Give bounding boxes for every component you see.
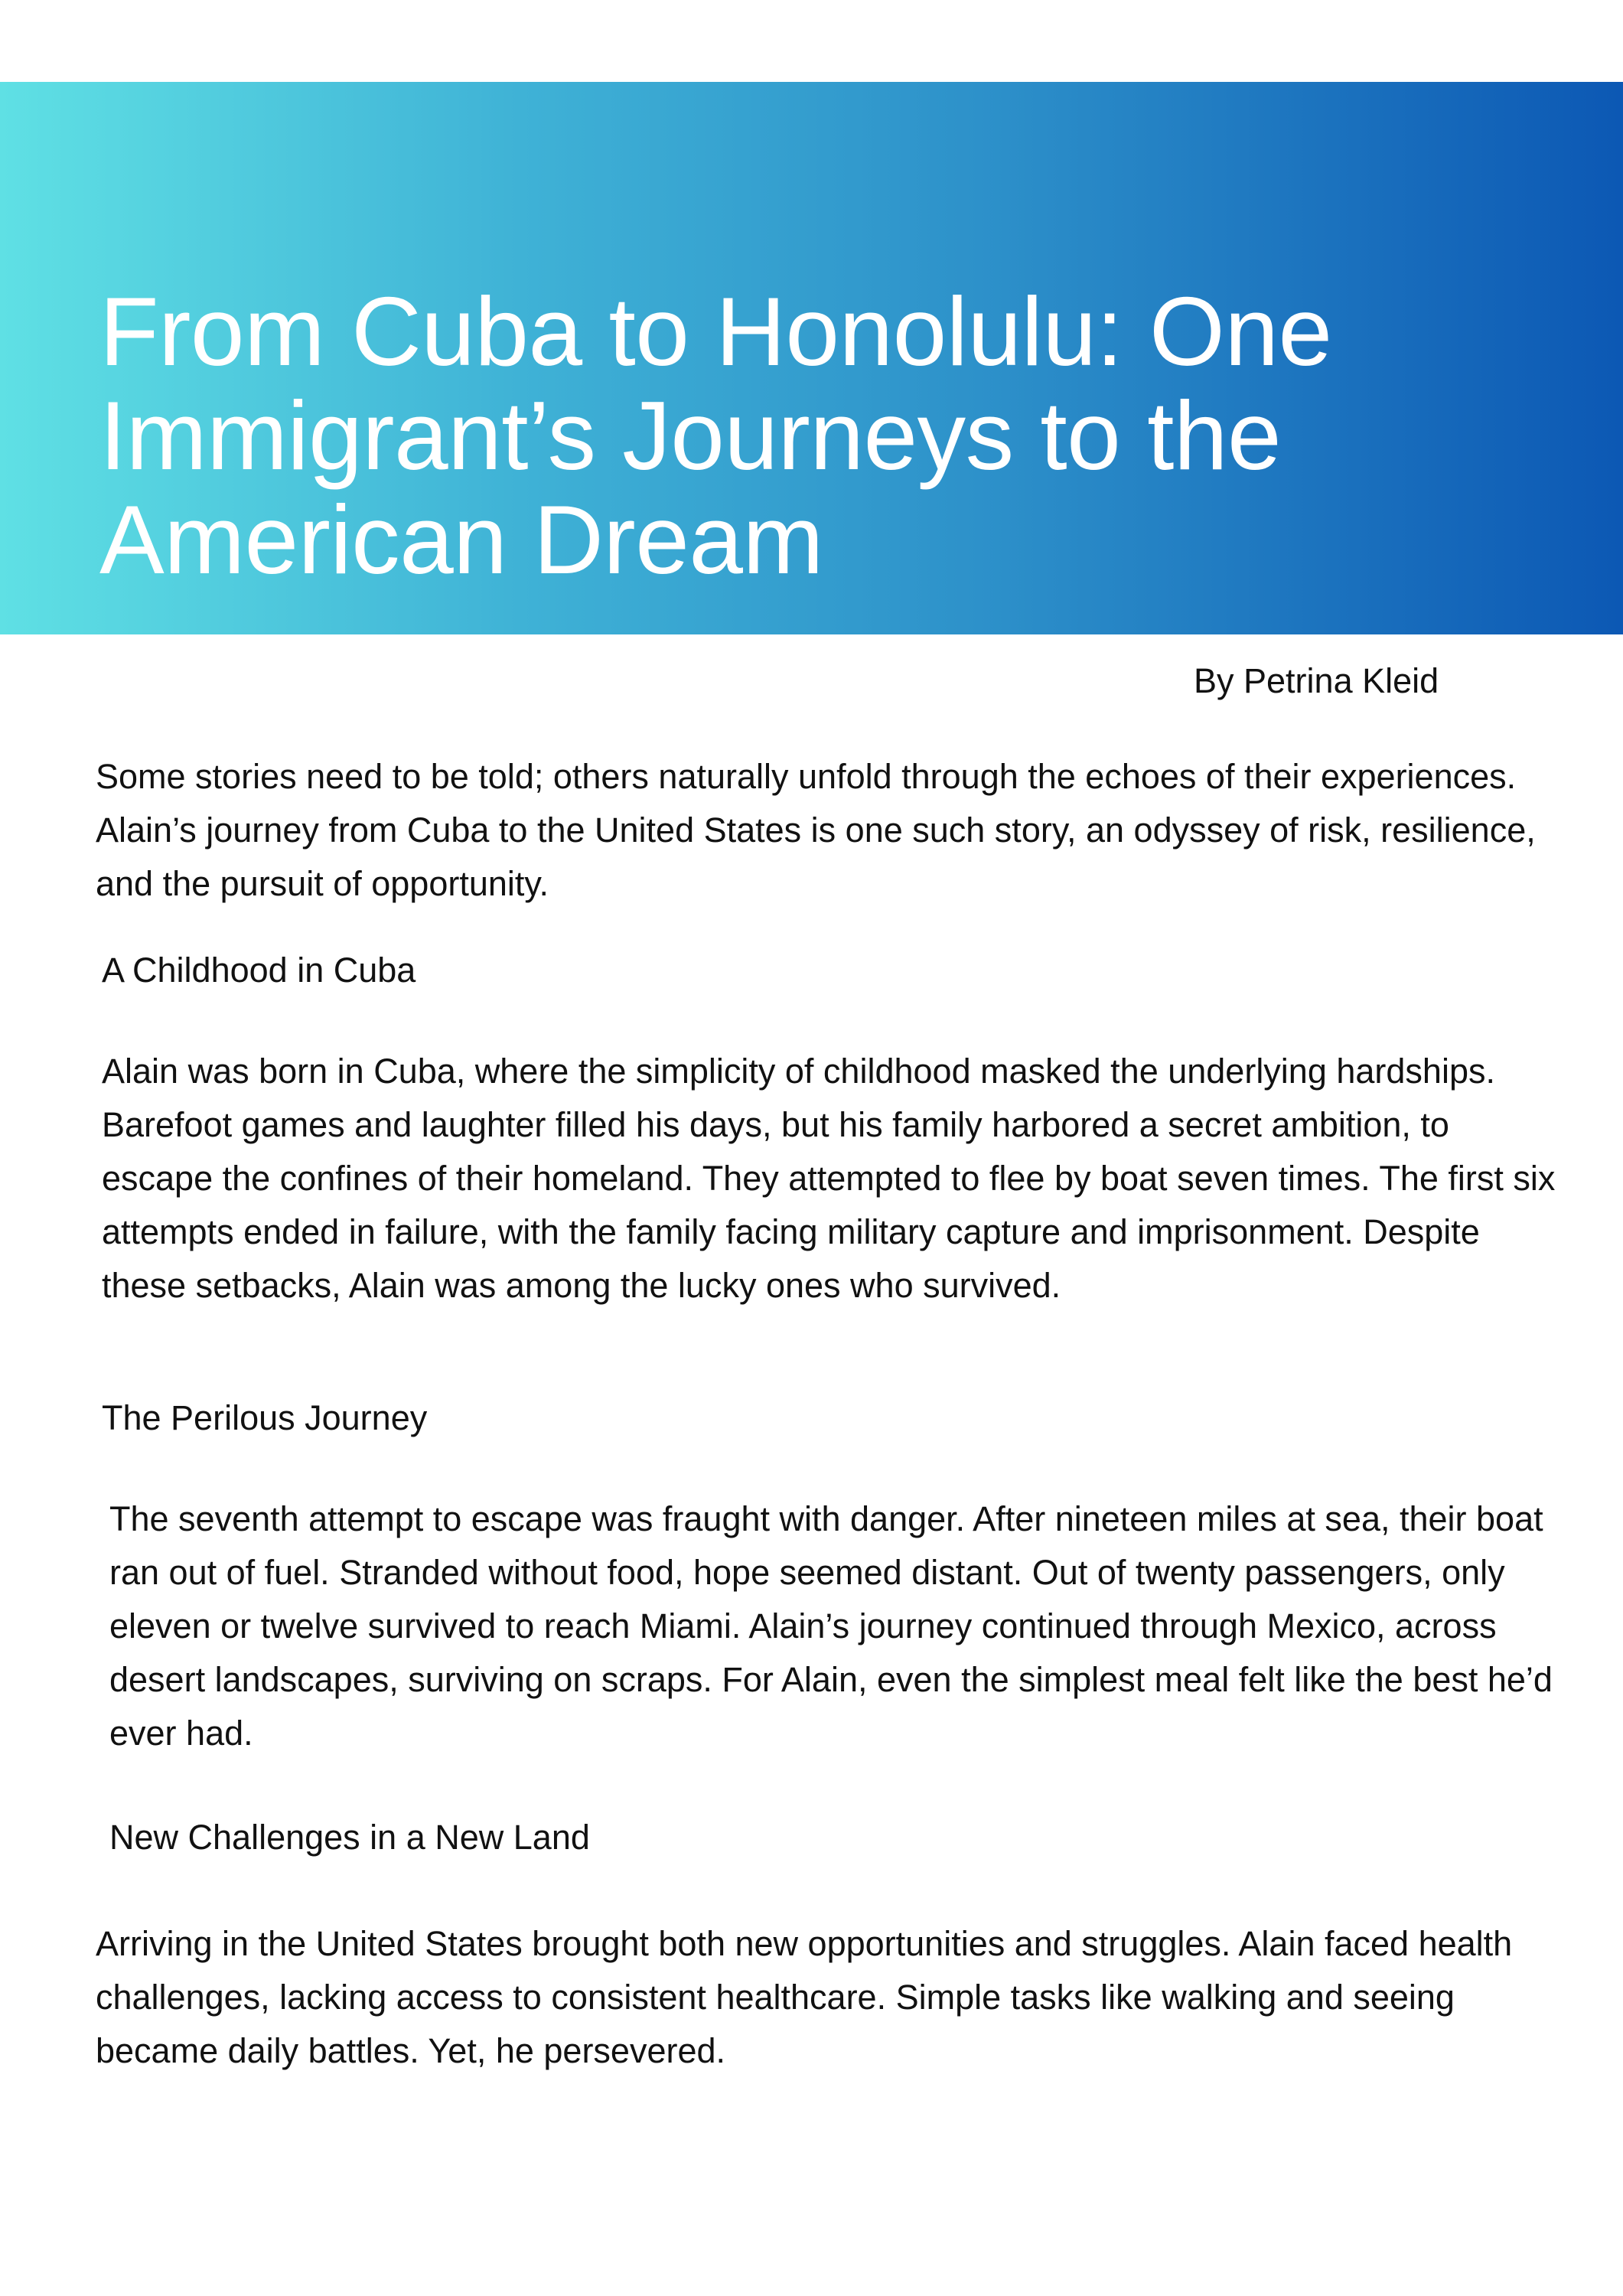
article-title: From Cuba to Honolulu: One Immigrant’s Journeys to the American Dream bbox=[99, 277, 1332, 594]
section-heading-challenges: New Challenges in a New Land bbox=[109, 1818, 590, 1857]
section-body-journey: The seventh attempt to escape was fraught with danger. After nineteen miles at sea, their boat ran out of fuel. Stranded without food, hope seemed distant. Out of twenty passengers, only eleven or twelve survived to reach Miami. Alain’s journey continued through Mexico, across desert landscapes, surviving on scraps. For Alain, even the simplest meal felt like the best he’d ever had. bbox=[109, 1499, 1553, 1753]
byline: By Petrina Kleid bbox=[1194, 661, 1439, 700]
intro-paragraph: Some stories need to be told; others naturally unfold through the echoes of their experiences. Alain’s journey from Cuba to the United States is one such story, an odyssey of risk, resilience, and the pursuit of opportunity. bbox=[96, 757, 1536, 903]
section-heading-journey: The Perilous Journey bbox=[102, 1398, 428, 1437]
section-body-childhood: Alain was born in Cuba, where the simplicity of childhood masked the underlying hardships. Barefoot games and laughter filled his days, but his family harbored a secret ambition, to escape the confines of their homeland. They attempted to flee by boat seven times. The first six attempts ended in failure, with the family facing military capture and imprisonment. Despite these setbacks, Alain was among the lucky ones who survived. bbox=[102, 1052, 1556, 1305]
section-body-challenges: Arriving in the United States brought both new opportunities and struggles. Alain faced health challenges, lacking access to consistent healthcare. Simple tasks like walking and seeing became daily battles. Yet, he persevered. bbox=[96, 1924, 1513, 2070]
title-banner bbox=[0, 82, 1623, 634]
section-heading-childhood: A Childhood in Cuba bbox=[102, 951, 416, 990]
